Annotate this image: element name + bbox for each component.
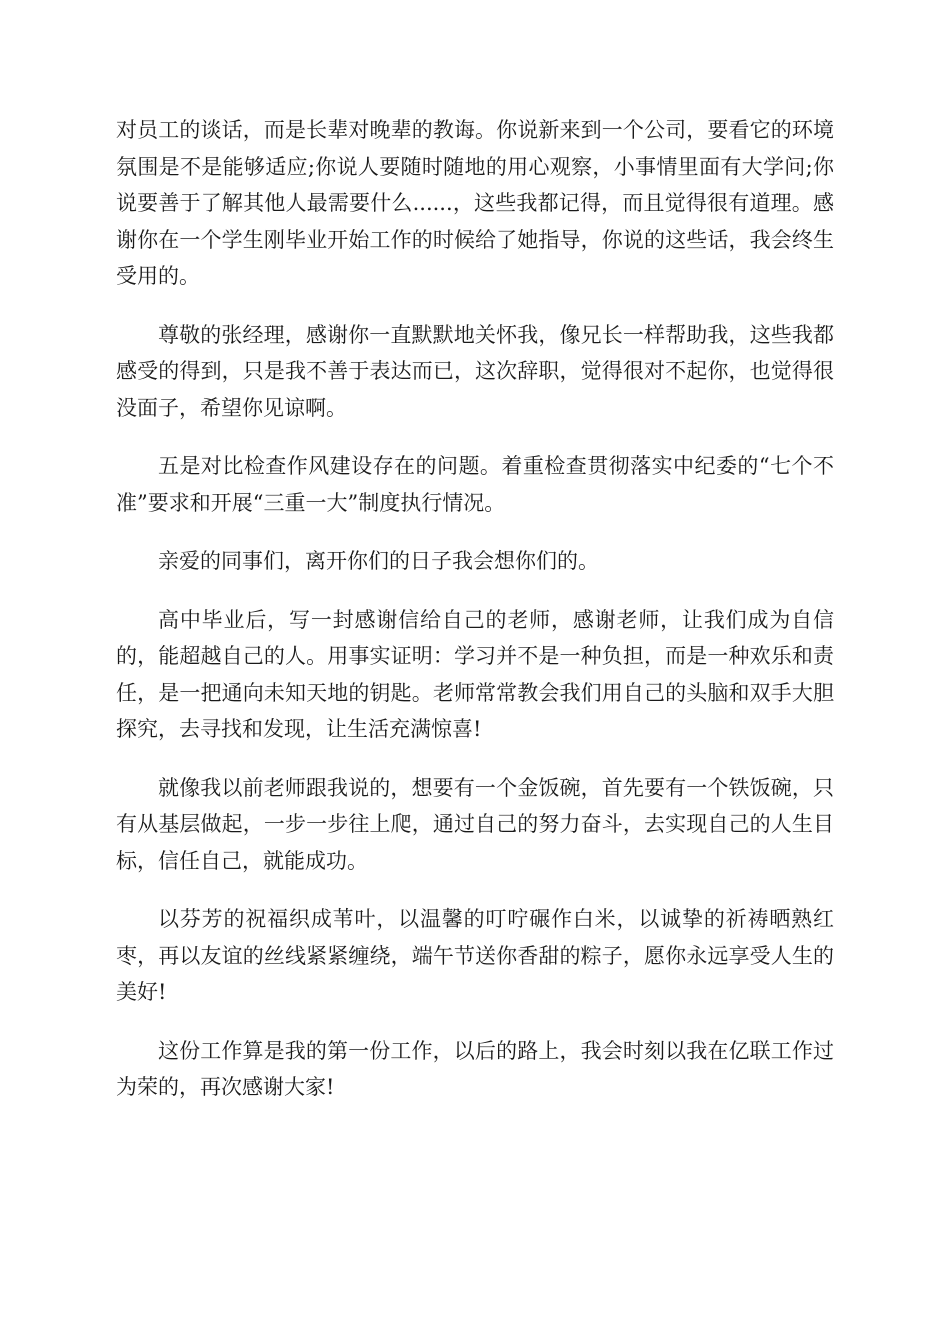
paragraph-4: 亲爱的同事们，离开你们的日子我会想你们的。 xyxy=(158,549,599,573)
document-page xyxy=(116,112,834,1128)
paragraph-1: 对员工的谈话，而是长辈对晚辈的教诲。你说新来到一个公司，要看它的环境氛围是不是能够适应;你说人要随时随地的用心观察，小事情里面有大学问;你说要善于了解其他人最需要什么......，这些我都记得，而且觉得很有道理。感谢你在一个学生刚毕业开始工作的时候给了她指导，你说的这些话，我会终生受用的。 xyxy=(116,118,834,288)
paragraph-7: 以芬芳的祝福织成苇叶，以温馨的叮咛碾作白米，以诚挚的祈祷晒熟红枣，再以友谊的丝线紧紧缠绕，端午节送你香甜的粽子，愿你永远享受人生的美好! xyxy=(116,907,834,1004)
paragraph-8: 这份工作算是我的第一份工作，以后的路上，我会时刻以我在亿联工作过为荣的，再次感谢大家! xyxy=(116,1038,834,1099)
paragraph-6: 就像我以前老师跟我说的，想要有一个金饭碗，首先要有一个铁饭碗，只有从基层做起，一步一步往上爬，通过自己的努力奋斗，去实现自己的人生目标，信任自己，就能成功。 xyxy=(116,775,834,873)
paragraph-3: 五是对比检查作风建设存在的问题。着重检查贯彻落实中纪委的“七个不准”要求和开展“三重一大”制度执行情况。 xyxy=(116,454,834,515)
paragraph-5: 高中毕业后，写一封感谢信给自己的老师，感谢老师，让我们成为自信的，能超越自己的人。用事实证明：学习并不是一种负担，而是一种欢乐和责任，是一把通向未知天地的钥匙。老师常常教会我们用自己的头脑和双手大胆探究，去寻找和发现，让生活充满惊喜! xyxy=(116,607,834,741)
paragraph-2: 尊敬的张经理，感谢你一直默默地关怀我，像兄长一样帮助我，这些我都感受的得到，只是我不善于表达而已，这次辞职，觉得很对不起你，也觉得很没面子，希望你见谅啊。 xyxy=(116,322,834,420)
